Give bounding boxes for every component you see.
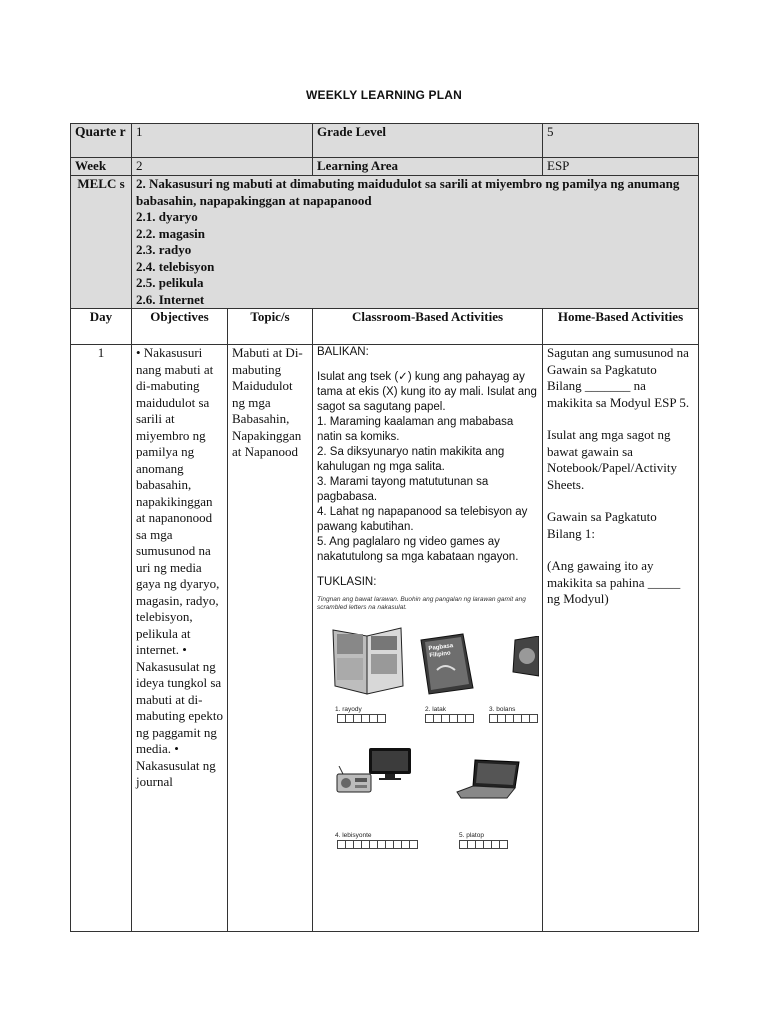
home-activity-title: Gawain sa Pagkatuto Bilang 1: (547, 509, 657, 541)
word-label-1: 1. rayody (335, 706, 362, 713)
quarter-value: 1 (132, 124, 313, 158)
melcs-item: 2.2. magasin (136, 225, 205, 241)
tuklasin-worksheet (317, 596, 539, 864)
column-header-topics: Topic/s (228, 309, 313, 345)
word-label-4: 4. lebisyonte (335, 832, 372, 839)
answer-boxes-2[interactable] (425, 714, 473, 723)
balikan-item: 4. Lahat ng napapanood sa telebisyon ay pawang kabutihan. (317, 506, 528, 533)
document-title: WEEKLY LEARNING PLAN (305, 88, 462, 102)
home-activity-page-note: (Ang gawaing ito ay makikita sa pahina _____ ng Modyul) (547, 558, 681, 606)
column-header-day: Day (71, 309, 132, 345)
melcs-item: 2.3. radyo (136, 242, 192, 257)
word-label-5: 5. platop (459, 832, 484, 839)
column-header-row (71, 309, 699, 345)
television-image (367, 746, 413, 782)
classroom-activities-cell (313, 345, 543, 932)
home-activities-cell (543, 345, 699, 932)
grade-level-label: Grade Level (313, 124, 543, 158)
word-label-3: 3. bolans (489, 706, 516, 713)
melcs-item: 2.4. telebisyon (136, 258, 215, 274)
learning-area-label: Learning Area (313, 158, 543, 176)
answer-boxes-4[interactable] (337, 840, 417, 849)
laptop-image (453, 758, 523, 804)
week-label: Week (71, 158, 132, 176)
grade-level-value: 5 (543, 124, 699, 158)
tuklasin-heading: TUKLASIN: (317, 576, 377, 588)
book-image (417, 632, 477, 696)
balikan-item: 2. Sa diksyunaryo natin makikita ang kahulugan ng mga salita. (317, 446, 505, 473)
melcs-item: 2.6. Internet (136, 291, 205, 307)
answer-boxes-3[interactable] (489, 714, 537, 723)
column-header-objectives: Objectives (132, 309, 228, 345)
quarter-row (71, 124, 699, 158)
home-activity-notebook: Isulat ang mga sagot ng bawat gawain sa Notebook/Papel/Activity Sheets. (547, 427, 677, 492)
melcs-row (71, 176, 699, 309)
balikan-item: 1. Maraming kaalaman ang mababasa natin sa komiks. (317, 416, 514, 443)
magazine-image (329, 624, 407, 698)
column-header-classroom: Classroom-Based Activities (313, 309, 543, 345)
week-row (71, 158, 699, 176)
balikan-heading: BALIKAN: (317, 346, 369, 358)
balikan-item: 3. Marami tayong matututunan sa pagbabasa. (317, 476, 489, 503)
melcs-item: 2.1. dyaryo (136, 209, 198, 224)
learning-area-value: ESP (543, 158, 699, 176)
objectives-cell: • Nakasusuri nang mabuti at di-mabuting maidudulot sa sarili at miyembro ng pamilya ng anomang babasahin, napakikinggan at napanonood sa mga sumusunod na uri ng media gaya ng dyaryo, magasin, radyo, telebisyon, pelikula at internet. • Nakasusulat ng ideya tungkol sa mabuti at di-mabuting epekto ng paggamit ng media. • Nakasusulat ng journal (132, 345, 228, 932)
topics-cell: Mabuti at Di-mabuting Maidudulot ng mga Babasahin, Napakinggan at Napanood (228, 345, 313, 932)
melcs-text: 2. Nakasusuri ng mabuti at dimabuting maidudulot sa sarili at miyembro ng pamilya ng anumang babasahin, napapakinggan at napapanood (136, 176, 680, 208)
dvd-image (509, 636, 539, 680)
radio-image (335, 766, 373, 794)
weekly-plan-table (70, 123, 699, 932)
answer-boxes-5[interactable] (459, 840, 507, 849)
word-label-2: 2. latak (425, 706, 446, 713)
worksheet-instruction: Tingnan ang bawat larawan. Buohin ang pangalan ng larawan gamit ang scrambled letters na nakasulat. (317, 596, 526, 611)
day-number: 1 (71, 345, 132, 932)
column-header-home: Home-Based Activities (543, 309, 699, 345)
home-activity-instruction: Sagutan ang sumusunod na Gawain sa Pagkatuto Bilang _______ na makikita sa Modyul ESP 5. (547, 345, 690, 410)
melcs-label: MELC s (71, 176, 132, 309)
melcs-item: 2.5. pelikula (136, 275, 204, 290)
quarter-label: Quarte r (71, 124, 132, 158)
week-value: 2 (132, 158, 313, 176)
book-cover-title: Pagbasa Filipino (428, 643, 454, 660)
day-1-row (71, 345, 699, 932)
balikan-item: 5. Ang paglalaro ng video games ay nakatutulong sa mga kabataan ngayon. (317, 536, 519, 563)
answer-boxes-1[interactable] (337, 714, 385, 723)
balikan-instruction: Isulat ang tsek (✓) kung ang pahayag ay tama at ekis (X) kung ito ay mali. Isulat ang sagot sa sagutang papel. (317, 371, 537, 413)
melcs-content (132, 176, 699, 309)
